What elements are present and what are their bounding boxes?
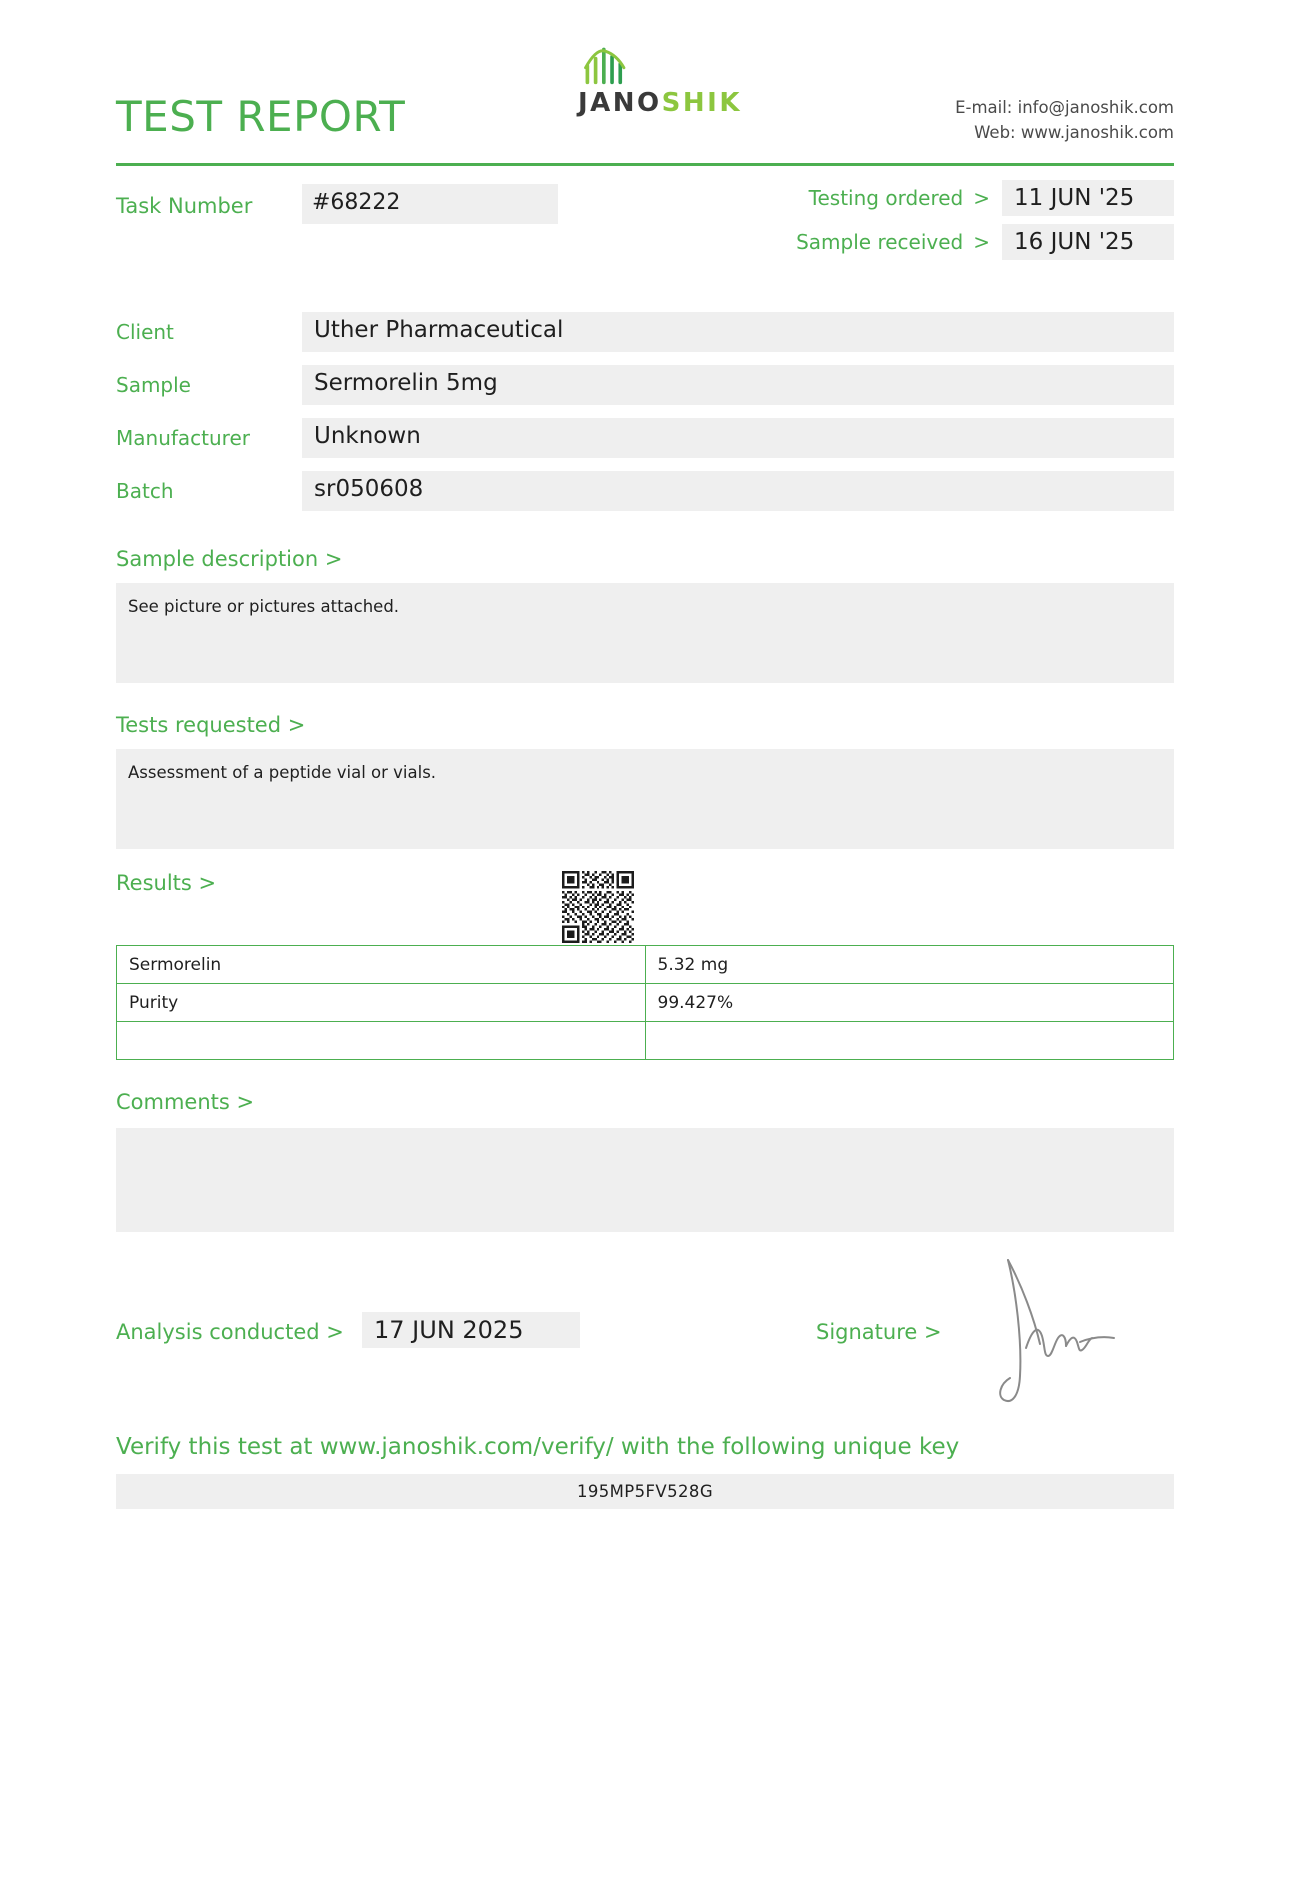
- sample-info-section: [116, 312, 1174, 517]
- results-title: Results >: [116, 871, 217, 895]
- tests-requested-text: Assessment of a peptide vial or vials.: [128, 763, 437, 782]
- signature-image: [982, 1252, 1122, 1412]
- sample-description-box: [116, 583, 1174, 683]
- verify-text: Verify this test at www.janoshik.com/verify/ with the following unique key: [116, 1434, 960, 1460]
- logo-mark-icon: [560, 44, 670, 86]
- sample-description-title: Sample description >: [116, 547, 343, 571]
- task-section: [116, 184, 1174, 294]
- batch-value: sr050608: [302, 471, 1174, 511]
- result-value: 99.427%: [645, 984, 1174, 1022]
- result-name: Purity: [117, 984, 646, 1022]
- client-value: Uther Pharmaceutical: [302, 312, 1174, 352]
- sample-received-gt: >: [973, 230, 990, 254]
- dates-block: [684, 180, 1174, 268]
- batch-label: Batch: [116, 479, 174, 503]
- sample-received-row: [684, 224, 1174, 260]
- results-table: [116, 945, 1174, 1060]
- comments-title: Comments >: [116, 1090, 255, 1114]
- info-row-client: [116, 312, 1174, 358]
- testing-ordered-value: 11 JUN '25: [1002, 180, 1174, 216]
- contact-block: [955, 96, 1174, 146]
- task-number-value: #68222: [302, 184, 558, 224]
- logo-word-part1: JANO: [578, 88, 662, 118]
- report-sheet: [116, 0, 1174, 1509]
- qr-code: [556, 871, 640, 943]
- report-header: [116, 0, 1174, 170]
- testing-ordered-row: [684, 180, 1174, 216]
- sample-received-label: Sample received: [796, 230, 964, 254]
- header-divider: [116, 163, 1174, 166]
- table-row: [117, 1022, 1174, 1060]
- signature-label: Signature >: [816, 1320, 942, 1344]
- info-row-manufacturer: [116, 418, 1174, 464]
- result-value: [645, 1022, 1174, 1060]
- result-name: Sermorelin: [117, 946, 646, 984]
- manufacturer-label: Manufacturer: [116, 426, 250, 450]
- sample-value: Sermorelin 5mg: [302, 365, 1174, 405]
- analysis-section: [116, 1266, 1174, 1416]
- analysis-conducted-value: 17 JUN 2025: [362, 1312, 580, 1348]
- sample-label: Sample: [116, 373, 191, 397]
- sample-description-text: See picture or pictures attached.: [128, 597, 400, 616]
- tests-requested-title: Tests requested >: [116, 713, 306, 737]
- manufacturer-value: Unknown: [302, 418, 1174, 458]
- comments-box: [116, 1128, 1174, 1232]
- analysis-conducted-label: Analysis conducted >: [116, 1320, 344, 1344]
- info-row-batch: [116, 471, 1174, 517]
- result-value: 5.32 mg: [645, 946, 1174, 984]
- logo-word-part2: SHIK: [661, 88, 742, 118]
- contact-email: E-mail: info@janoshik.com: [955, 98, 1174, 117]
- table-row: [117, 946, 1174, 984]
- table-row: [117, 984, 1174, 1022]
- contact-web: Web: www.janoshik.com: [974, 122, 1174, 142]
- page-title: TEST REPORT: [116, 92, 406, 141]
- brand-logo: [560, 44, 760, 118]
- tests-requested-box: [116, 749, 1174, 849]
- client-label: Client: [116, 320, 174, 344]
- task-number-label: Task Number: [116, 194, 253, 218]
- results-header: [116, 871, 1174, 943]
- logo-wordmark: [560, 88, 760, 118]
- result-name: [117, 1022, 646, 1060]
- sample-received-value: 16 JUN '25: [1002, 224, 1174, 260]
- testing-ordered-label: Testing ordered: [808, 186, 964, 210]
- testing-ordered-gt: >: [973, 186, 990, 210]
- unique-key: 195MP5FV528G: [116, 1474, 1174, 1509]
- info-row-sample: [116, 365, 1174, 411]
